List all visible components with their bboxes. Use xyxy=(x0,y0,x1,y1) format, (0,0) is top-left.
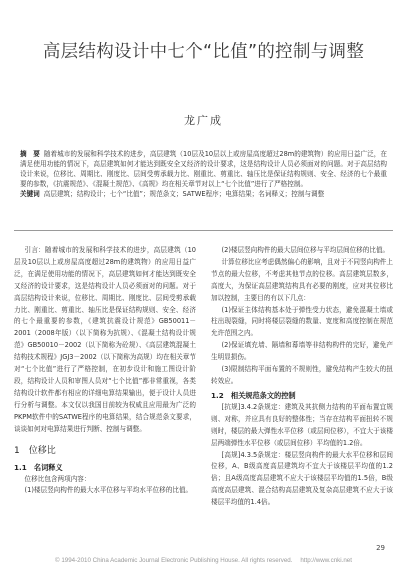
body-paragraph: [抗规]3.4.2条规定：建筑及其抗侧力结构的平面布置宜规则、对称，并应具有良好的整体性；当存在结构平面扭转不规则时，楼层的最大弹性水平位移（或层间位移），不宜大于该楼层两端弹性水平位移（或层间位移）平均值的1.2倍。 xyxy=(211,402,393,447)
paper-title: 高层结构设计中七个“比值”的控制与调整 xyxy=(42,42,365,62)
body-paragraph: (1)保证主体结构基本处于弹性受力状态，避免混凝土墙或柱出现裂缝，同时将楼层裂缝的数量、宽度和高度控制在规范允许范围之内。 xyxy=(211,305,393,338)
body-paragraph: [高规]4.3.5条规定：楼层竖向构件的最大水平位移和层间位移，A、B级高度高层建筑均不宜大于该楼层平均值的1.2倍；且A级高度高层建筑不应大于该楼层平均值的1.5倍，B级高度高层建筑、混合结构高层建筑及复杂高层建筑不应大于该楼层平均值的1.4倍。 xyxy=(211,450,393,507)
page-number: 29 xyxy=(376,544,385,552)
body-paragraph: (3)限制结构平面布置的不规则性，避免结构产生较大的扭转效应。 xyxy=(211,365,393,385)
copyright-footer: © 1994-2010 China Academic Journal Electronic Publishing House. All rights reserved. http://www.cnki.net xyxy=(55,557,352,564)
author-name: 龙广成 xyxy=(184,114,223,127)
subsection-heading-1-2: 1.2 相关规范条文的控制 xyxy=(211,390,296,400)
left-column xyxy=(14,245,196,497)
intro-paragraph: 引言：随着城市的发展和科学技术的进步，高层建筑（10层及10层以上或房屋高度超过28m的建筑物）的应用日益广泛，在满足使用功能的情况下，高层建筑如何才能达到既安全又经济的设计要求，这是结构设计人员必须面对的问题。对于高层结构设计来说，位移比、周期比、刚度比、层间受剪承载力比、刚重比、剪重比、轴压比是保证结构规则、安全、经济的七个最重要的参数，《建筑抗震设计规范》GB50011－2001（2008年版）（以下简称为抗规）、《混凝土结构设计规范》GB50010－2002（以下简称为砼规）、《高层建筑混凝土结构技术规程》JGJ3－2002（以下简称为高规）均在相关章节对“七个比值”进行了严格控制，在初步设计和施工图设计阶段，结构设计人员和审图人员对“七个比值”都非常重视，各类结构设计软件都有相应的详细电算结果输出，便于设计人员进行分析与调整。本文仅以我国目前较为权威且应用最为广泛的PKPM软件中的SATWE程序的电算结果，结合规范条文要求，谈谈如何对电算结果进行判断、控制与调整。 xyxy=(14,246,196,433)
subsection-heading-1-1: 1.1 名词释义 xyxy=(14,462,63,472)
abstract-label: 摘 要 xyxy=(20,150,40,158)
body-paragraph: 位移比包含两项内容： xyxy=(24,474,91,483)
keywords-paragraph xyxy=(20,190,387,200)
abstract-text: 随着城市的发展和科学技术的进步，高层建筑（10层及10层以上或房屋高度超过28m的建筑物）的应用日益广泛，在满足使用功能的情况下，高层建筑如何才能达到既安全又经济的设计要求，这是结构设计人员必须面对的问题。对于高层结构设计来说，位移比、周期比、刚度比、层间受剪承载力比、刚重比、剪重比、轴压比是保证结构规则、安全、经济的七个最重要的参数，《抗震规范》、《混凝土规范》、《高规》均在相关章节对以上“七个比值”进行了严格控制。 xyxy=(20,150,388,188)
abstract-divider xyxy=(14,230,393,231)
keywords-text: 高层建筑；结构设计；七个“比值”；规范条文；SATWE程序；电算结果；名词释义；控制与调整 xyxy=(43,189,325,198)
right-column xyxy=(211,245,393,509)
abstract-block xyxy=(20,150,387,200)
section-heading-1: 1 位移比 xyxy=(14,445,56,456)
keywords-label: 关键词 xyxy=(20,189,40,198)
body-paragraph: 计算位移比应考虑偶然偏心的影响，且对于不同竖向构件上节点的最大位移，不考虑其他节点的位移。高层建筑层数多，高度大，为保证高层建筑结构具有必要的刚度，应对其位移比加以控制，主要目的有以下几点： xyxy=(211,257,393,302)
body-paragraph: (2)保证填充墙、隔墙和幕墙等非结构构件的完好，避免产生明显损伤。 xyxy=(211,341,393,362)
body-paragraph: (1)楼层竖向构件的最大水平位移与平均水平位移的比值。 xyxy=(24,486,193,495)
body-paragraph: (2)楼层竖向构件的最大层间位移与平均层间位移的比值。 xyxy=(221,246,390,254)
abstract-paragraph xyxy=(20,150,387,190)
